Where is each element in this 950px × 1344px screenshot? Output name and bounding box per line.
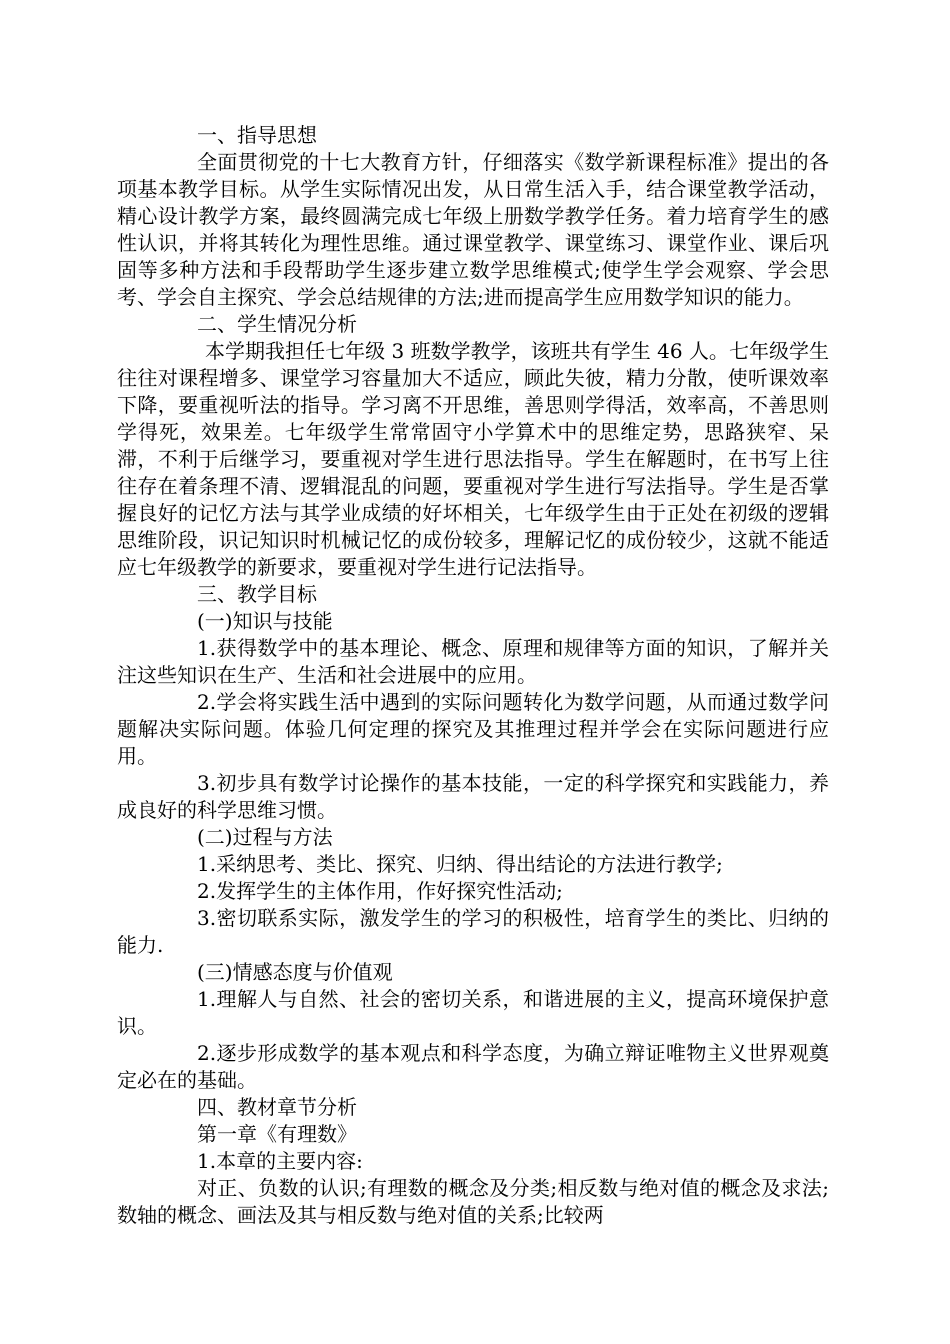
list-item: 1.理解人与自然、社会的密切关系，和谐进展的主义，提高环境保护意识。 [117, 987, 829, 1038]
list-item: 1.获得数学中的基本理论、概念、原理和规律等方面的知识，了解并关注这些知识在生产、生活和社会进展中的应用。 [117, 636, 829, 687]
subheading-process-methods: (二)过程与方法 [197, 825, 333, 849]
paragraph-chapter-content: 对正、负数的认识;有理数的概念及分类;相反数与绝对值的概念及求法;数轴的概念、画法及其与相反数与绝对值的关系;比较两 [117, 1176, 829, 1227]
paragraph-student-analysis: 本学期我担任七年级 3 班数学教学，该班共有学生 46 人。七年级学生往往对课程增多、课堂学习容量加大不适应，顾此失彼，精力分散，使听课效率下降，要重视听法的指导。学习离不开思维，善思则学得活，效率高，不善思则学得死，效果差。七年级学生常常固守小学算术中的思维定势，思路狭窄、呆滞，不利于后继学习，要重视对学生进行思法指导。学生在解题时，在书写上往往存在着条理不清、逻辑混乱的问题，要重视对学生进行写法指导。学生是否掌握良好的记忆方法与其学业成绩的好坏相关，七年级学生由于正处在初级的逻辑思维阶段，识记知识时机械记忆的成份较多，理解记忆的成份较少，这就不能适应七年级教学的新要求，要重视对学生进行记法指导。 [117, 339, 829, 579]
chapter-title: 第一章《有理数》 [197, 1122, 357, 1146]
chapter-subheading: 1.本章的主要内容: [197, 1149, 363, 1173]
list-item: 2.逐步形成数学的基本观点和科学态度，为确立辩证唯物主义世界观奠定必在的基础。 [117, 1041, 829, 1092]
list-item: 2.发挥学生的主体作用，作好探究性活动; [197, 879, 563, 903]
subheading-emotions-values: (三)情感态度与价值观 [197, 960, 393, 984]
list-item: 3.初步具有数学讨论操作的基本技能，一定的科学探究和实践能力，养成良好的科学思维习惯。 [117, 771, 829, 822]
list-item: 1.采纳思考、类比、探究、归纳、得出结论的方法进行教学; [197, 852, 723, 876]
heading-teaching-goals: 三、教学目标 [197, 582, 317, 606]
heading-student-analysis: 二、学生情况分析 [197, 312, 357, 336]
subheading-knowledge-skills: (一)知识与技能 [197, 609, 333, 633]
heading-guiding-ideology: 一、指导思想 [197, 123, 317, 147]
heading-chapter-analysis: 四、教材章节分析 [197, 1095, 357, 1119]
list-item: 3.密切联系实际，激发学生的学习的积极性，培育学生的类比、归纳的能力. [117, 906, 829, 957]
paragraph-guiding-ideology: 全面贯彻党的十七大教育方针，仔细落实《数学新课程标准》提出的各项基本教学目标。从学生实际情况出发，从日常生活入手，结合课堂教学活动，精心设计教学方案，最终圆满完成七年级上册数学教学任务。着力培育学生的感性认识，并将其转化为理性思维。通过课堂教学、课堂练习、课堂作业、课后巩固等多种方法和手段帮助学生逐步建立数学思维模式;使学生学会观察、学会思考、学会自主探究、学会总结规律的方法;进而提高学生应用数学知识的能力。 [117, 150, 829, 309]
document-page [117, 122, 829, 1229]
list-item: 2.学会将实践生活中遇到的实际问题转化为数学问题，从而通过数学问题解决实际问题。体验几何定理的探究及其推理过程并学会在实际问题进行应用。 [117, 690, 829, 768]
